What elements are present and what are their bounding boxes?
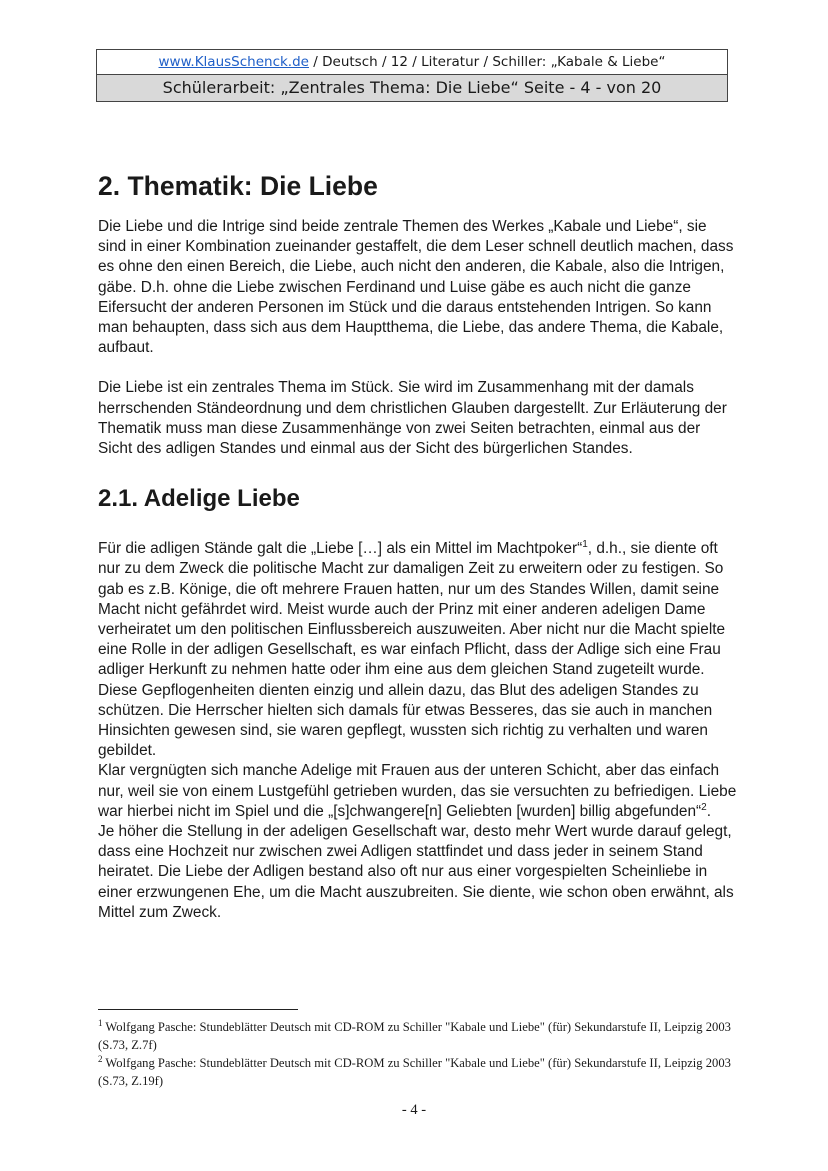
footnote-number: 1 — [98, 1017, 103, 1028]
paragraph-hochzeit: Je höher die Stellung in der adeligen Gesellschaft war, desto mehr Wert wurde darauf gelegt, dass eine Hochzeit nur zwischen zwei Adligen stattfindet und dass jeder in seinem Stand heiratet. Die Liebe der Adligen bestand also oft nur aus einer vorgespielten Scheinliebe in einer erzwungenen Ehe, um die Macht auszubreiten. Sie diente, wie schon oben erwähnt, als Mittel zum Zweck. — [98, 823, 734, 921]
footnote-item — [98, 1054, 738, 1090]
paragraph-staendeordnung: Die Liebe ist ein zentrales Thema im Stück. Sie wird im Zusammenhang mit der damals herrschenden Ständeordnung und dem christlichen Glauben dargestellt. Zur Erläuterung der Thematik muss man diese Zusammenhänge von zwei Seiten betrachten, einmal aus der Sicht des adligen Standes und einmal aus der Sicht des bürgerlichen Standes. — [98, 379, 727, 458]
main-content — [98, 165, 738, 923]
footnote-ref-2[interactable]: 2 — [701, 801, 707, 813]
footnote-number: 2 — [98, 1053, 103, 1064]
header-subtitle: Schülerarbeit: „Zentrales Thema: Die Liebe“ Seite - 4 - von 20 — [97, 75, 727, 101]
footnote-text: Wolfgang Pasche: Stundeblätter Deutsch mit CD-ROM zu Schiller "Kabale und Liebe" (für) Sekundarstufe II, Leipzig 2003 (S.73, Z.19f) — [98, 1056, 731, 1088]
header-breadcrumb-row — [97, 50, 727, 75]
page-number: - 4 - — [401, 1102, 427, 1118]
paragraph-untere-schicht — [98, 761, 738, 822]
footnote-item — [98, 1018, 738, 1054]
footnotes — [98, 1018, 738, 1090]
breadcrumb: / Deutsch / 12 / Literatur / Schiller: „Kabale & Liebe“ — [308, 54, 666, 70]
paragraph-intro: Die Liebe und die Intrige sind beide zentrale Themen des Werkes „Kabale und Liebe“, sie sind in einer Kombination zueinander gestaffelt, die dem Leser schnell deutlich machen, dass es ohne den einen Bereich, die Liebe, auch nicht den anderen, die Kabale, also die Intrigen, gäbe. D.h. ohne die Liebe zwischen Ferdinand und Luise gäbe es auch nicht die ganze Eifersucht der anderen Personen im Stück und die daraus entstehenden Intrigen. So kann man behaupten, dass sich aus dem Hauptthema, die Liebe, das andere Thema, die Kabale, aufbaut. — [98, 218, 734, 357]
section-heading-thematik: 2. Thematik: Die Liebe — [98, 171, 378, 201]
page-header — [96, 49, 728, 102]
section-heading-adelige-liebe: 2.1. Adelige Liebe — [98, 485, 300, 513]
footnote-ref-1[interactable]: 1 — [582, 539, 588, 551]
paragraph-text: , d.h., sie diente oft nur zu dem Zweck die politische Macht zur damaligen Zeit zu erweitern oder zu festigen. So gab es z.B. Könige, die oft mehrere Frauen hatten, nur um des Standes Willen, damit seine Macht nicht gefährdet wird. Meist wurde auch der Prinz mit einer anderen adeligen Dame verheiratet um den politischen Einflussbereich auszuweiten. Aber nicht nur die Macht spielte eine Rolle in der adligen Gesellschaft, es war einfach Pflicht, dass der Adlige sich eine Frau adliger Herkunft zu nehmen hatte oder ihm eine aus dem gleichen Stand zugeteilt wurde. Diese Gepflogenheiten dienten einzig und allein dazu, das Blut des adeligen Standes zu schützen. Die Herrscher hielten sich damals für etwas Besseres, das sie auch in manchen Hinsichten gewesen sind, sie waren gepflegt, wussten sich richtig zu verhalten und waren gebildet. — [98, 540, 726, 760]
paragraph-adelige-liebe — [98, 539, 738, 761]
paragraph-text: Klar vergnügten sich manche Adelige mit Frauen aus der unteren Schicht, aber das einfach nur, weil sie von einem Lustgefühl getrieben wurden, das sie versuchten zu befriedigen. Liebe war hierbei nicht im Spiel und die „[s]chwangere[n] Geliebten [wurden] billig abgefunden“ — [98, 762, 737, 820]
site-link[interactable]: www.KlausSchenck.de — [158, 54, 309, 70]
footnote-divider — [98, 1009, 298, 1010]
footnote-text: Wolfgang Pasche: Stundeblätter Deutsch mit CD-ROM zu Schiller "Kabale und Liebe" (für) Sekundarstufe II, Leipzig 2003 (S.73, Z.7f) — [98, 1020, 731, 1052]
paragraph-text: Für die adligen Stände galt die „Liebe […] als ein Mittel im Machtpoker“ — [98, 540, 583, 558]
paragraph-text: . — [706, 802, 711, 820]
